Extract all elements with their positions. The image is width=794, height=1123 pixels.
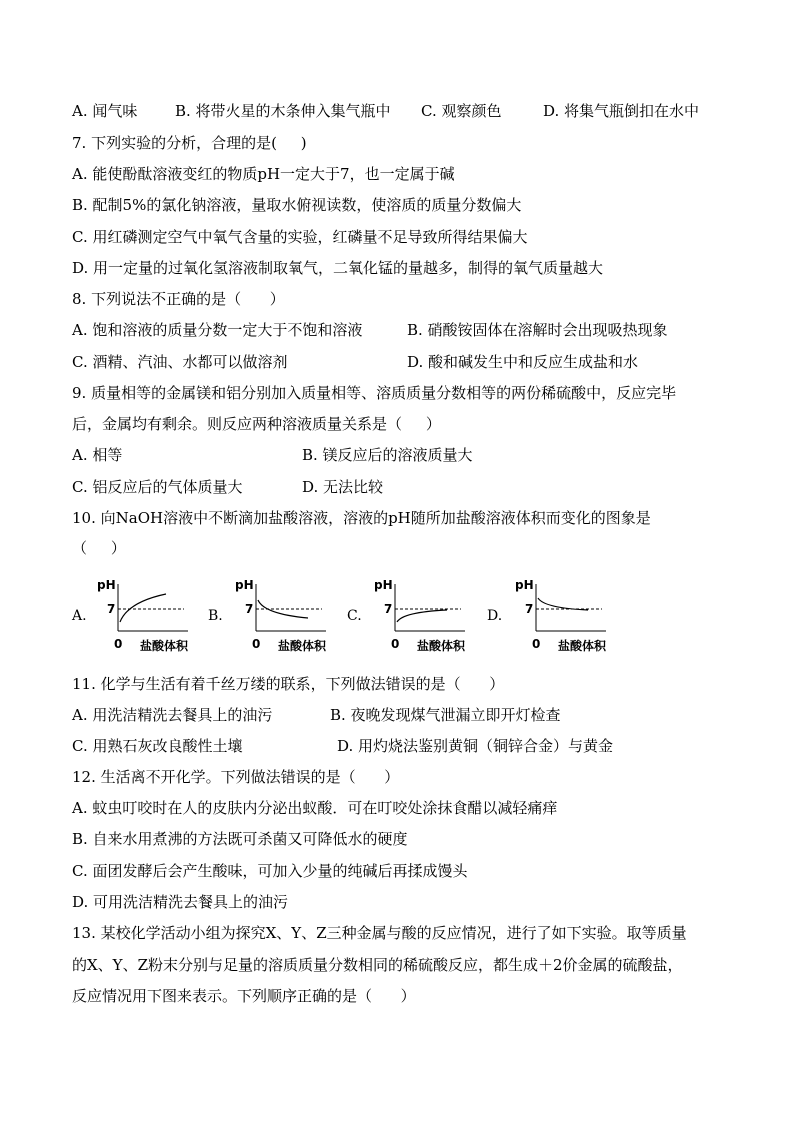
- q13-stem-line1: 13. 某校化学活动小组为探究X、Y、Z三种金属与酸的反应情况，进行了如下实验。取等质量: [72, 924, 687, 942]
- q10-graph-c-label: C.: [347, 608, 362, 624]
- origin-label: 0: [391, 637, 400, 651]
- ph-curve: [538, 598, 588, 610]
- q6-option-d: D. 将集气瓶倒扣在水中: [543, 102, 700, 120]
- tick-7: 7: [107, 602, 116, 616]
- q8-option-c: C. 酒精、汽油、水都可以做溶剂: [72, 353, 288, 371]
- q7-stem: 7. 下列实验的分析，合理的是( ): [72, 134, 307, 152]
- x-axis-label: 盐酸体积: [140, 639, 189, 653]
- origin-label: 0: [532, 637, 541, 651]
- q10-graph-b-label: B.: [208, 608, 223, 624]
- origin-label: 0: [114, 637, 123, 651]
- q10-graph-a-label: A.: [72, 608, 87, 624]
- x-axis-label: 盐酸体积: [417, 639, 466, 653]
- q9-option-c: C. 铝反应后的气体质量大: [72, 478, 243, 496]
- q12-option-c: C. 面团发酵后会产生酸味，可加入少量的纯碱后再揉成馒头: [72, 862, 468, 880]
- q6-option-c: C. 观察颜色: [421, 102, 502, 120]
- q9-option-b: B. 镁反应后的溶液质量大: [302, 446, 473, 464]
- q11-option-c: C. 用熟石灰改良酸性土壤: [72, 737, 243, 755]
- q10-graph-c: [373, 574, 483, 654]
- y-axis-label: pH: [374, 578, 393, 592]
- ph-curve: [397, 610, 447, 622]
- q11-option-d: D. 用灼烧法鉴别黄铜（铜锌合金）与黄金: [337, 737, 614, 755]
- q6-option-a: A. 闻气味: [72, 102, 138, 120]
- q11-stem: 11. 化学与生活有着千丝万缕的联系，下列做法错误的是（ ）: [72, 675, 505, 693]
- q12-option-b: B. 自来水用煮沸的方法既可杀菌又可降低水的硬度: [72, 830, 408, 848]
- y-axis-label: pH: [97, 578, 116, 592]
- tick-7: 7: [525, 602, 534, 616]
- q11-option-a: A. 用洗洁精洗去餐具上的油污: [72, 706, 273, 724]
- q11-option-b: B. 夜晚发现煤气泄漏立即开灯检查: [330, 706, 561, 724]
- y-axis-label: pH: [515, 578, 534, 592]
- q13-stem-line3: 反应情况用下图来表示。下列顺序正确的是（ ）: [72, 987, 416, 1005]
- y-axis-label: pH: [235, 578, 254, 592]
- q7-option-b: B. 配制5%的氯化钠溶液，量取水俯视读数，使溶质的质量分数偏大: [72, 196, 522, 214]
- origin-label: 0: [252, 637, 261, 651]
- q10-graph-b: [234, 574, 344, 654]
- q9-option-a: A. 相等: [72, 446, 123, 464]
- q10-graph-d: [514, 574, 624, 654]
- q10-stem-line2: （ ）: [72, 539, 126, 557]
- q12-option-d: D. 可用洗洁精洗去餐具上的油污: [72, 893, 289, 911]
- q10-stem-line1: 10. 向NaOH溶液中不断滴加盐酸溶液，溶液的pH随所加盐酸溶液体积而变化的图象是: [72, 509, 651, 527]
- q9-stem-line2: 后，金属均有剩余。则反应两种溶液质量关系是（ ）: [72, 415, 441, 433]
- q9-option-d: D. 无法比较: [302, 478, 384, 496]
- q7-option-d: D. 用一定量的过氧化氢溶液制取氧气，二氧化锰的量越多，制得的氧气质量越大: [72, 259, 604, 277]
- q8-stem: 8. 下列说法不正确的是（ ）: [72, 290, 285, 308]
- tick-7: 7: [245, 602, 254, 616]
- q10-graph-d-label: D.: [487, 608, 503, 624]
- ph-curve: [120, 594, 166, 622]
- q8-option-d: D. 酸和碱发生中和反应生成盐和水: [407, 353, 639, 371]
- tick-7: 7: [384, 602, 393, 616]
- q9-stem-line1: 9. 质量相等的金属镁和铝分别加入质量相等、溶质质量分数相等的两份稀硫酸中，反应完毕: [72, 384, 677, 402]
- x-axis-label: 盐酸体积: [558, 639, 607, 653]
- q7-option-c: C. 用红磷测定空气中氧气含量的实验，红磷量不足导致所得结果偏大: [72, 228, 528, 246]
- q13-stem-line2: 的X、Y、Z粉末分别与足量的溶质质量分数相同的稀硫酸反应，都生成＋2价金属的硫酸盐，: [72, 956, 683, 974]
- q7-option-a: A. 能使酚酞溶液变红的物质pH一定大于7，也一定属于碱: [72, 165, 455, 183]
- q12-stem: 12. 生活离不开化学。下列做法错误的是（ ）: [72, 768, 400, 786]
- q8-option-a: A. 饱和溶液的质量分数一定大于不饱和溶液: [72, 321, 363, 339]
- x-axis-label: 盐酸体积: [278, 639, 327, 653]
- q12-option-a: A. 蚊虫叮咬时在人的皮肤内分泌出蚁酸．可在叮咬处涂抹食醋以减轻痛痒: [72, 799, 558, 817]
- q10-graph-a: [96, 574, 206, 654]
- q6-option-b: B. 将带火星的木条伸入集气瓶中: [175, 102, 391, 120]
- q8-option-b: B. 硝酸铵固体在溶解时会出现吸热现象: [407, 321, 668, 339]
